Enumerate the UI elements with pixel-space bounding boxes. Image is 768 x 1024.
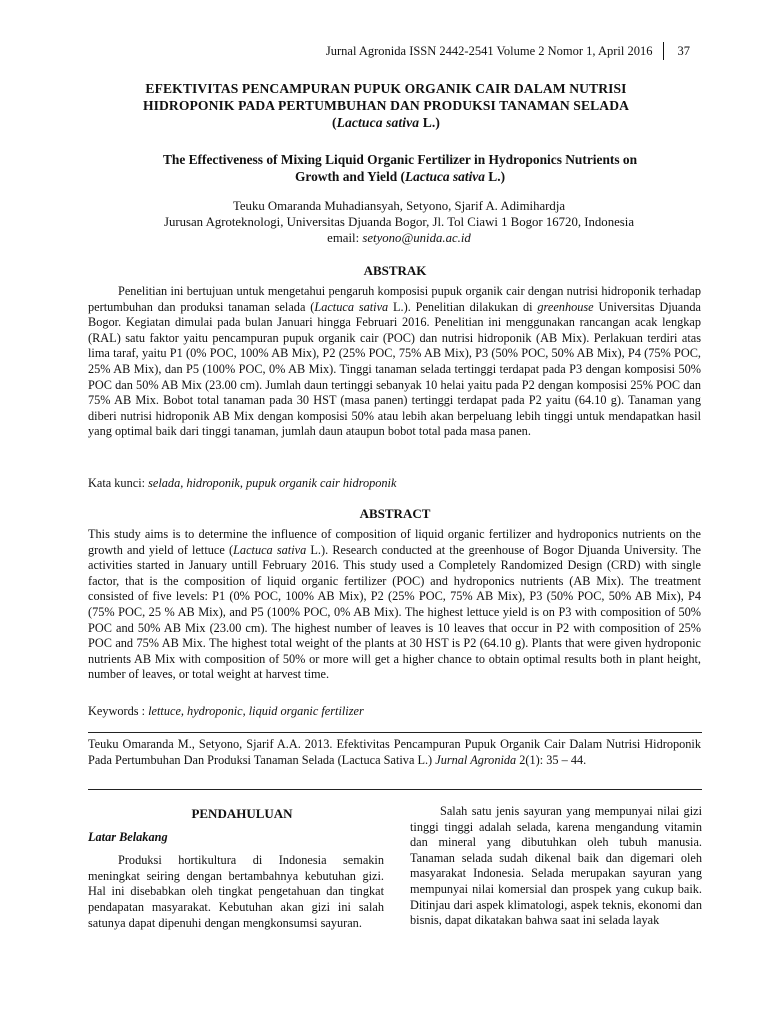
- citation-rule-bottom: [88, 789, 702, 790]
- email-label: email:: [327, 231, 363, 245]
- email-link[interactable]: setyono@unida.ac.id: [362, 231, 471, 245]
- title-id-line1: EFEKTIVITAS PENCAMPURAN PUPUK ORGANIK CAIR DALAM NUTRISI: [145, 81, 627, 96]
- title-en-line2-end: L.): [484, 169, 506, 184]
- page-number: 37: [677, 44, 690, 58]
- left-column: [88, 806, 384, 931]
- journal-info: Jurnal Agronida ISSN 2442-2541 Volume 2 Nomor 1, April 2016: [325, 44, 653, 58]
- title-indonesian: [80, 80, 692, 131]
- kata-kunci: [88, 476, 701, 491]
- author-email-line: [110, 230, 688, 246]
- title-en-line2-start: Growth and Yield (: [294, 169, 405, 184]
- title-en-line1: The Effectiveness of Mixing Liquid Organic Fertilizer in Hydroponics Nutrients on: [162, 152, 638, 167]
- kata-kunci-label: Kata kunci:: [88, 476, 149, 490]
- author-block: [110, 198, 688, 246]
- title-english: [110, 151, 690, 185]
- running-header: [270, 42, 690, 60]
- kata-kunci-values: selada, hidroponik, pupuk organik cair hidroponik: [148, 476, 397, 490]
- abstrak-body: Penelitian ini bertujuan untuk mengetahui pengaruh komposisi pupuk organik cair dengan nutrisi hidroponik terhadap pertumbuhan dan produksi tanaman selada (Lactuca sativa L.). Penelitian dilakukan di greenhouse Universitas Djuanda Bogor. Kegiatan dimulai pada bulan Januari hingga Februari 2016. Penelitian ini menggunakan rancangan acak lengkap (RAL) satu faktor yaitu pencampuran pupuk organik cair (POC) dan nutrisi hidroponik (AB Mix). Perlakuan terdiri atas lima taraf, yaitu P1 (0% POC, 100% AB Mix), P2 (25% POC, 75% AB Mix), P3 (50% POC, 50% AB Mix), P4 (75% POC, 25% AB Mix), dan P5 (100% POC, 0% AB Mix). Tinggi tanaman selada tertinggi terdapat pada P3 dengan komposisi 50% POC dan 50% AB Mix (23.00 cm). Jumlah daun tertinggi sebanyak 10 helai yaitu pada P2 dengan komposisi 25% POC dan 75% AB Mix. Bobot total tanaman pada 30 HST (masa panen) tertinggi terdapat pada P2 yaitu (64.10 g). Tanaman yang diberi nutrisi hidroponik AB Mix dengan komposisi 50% atau lebih akan berpeluang lebih tinggi untuk mendapatkan hasil yang optimal baik dari tinggi tanaman, jumlah daun ataupun bobot total pada masa panen.: [88, 284, 701, 439]
- right-column-paragraph: Salah satu jenis sayuran yang mempunyai nilai gizi tinggi tinggi adalah selada, karena mengandung vitamin dan mineral yang dibutuhkan oleh tubuh manusia. Tanaman selada sudah dikenal baik dan digemari oleh masyarakat Indonesia. Selada merupakan sayuran yang mempunyai nilai komersial dan prospek yang cukup baik. Ditinjau dari aspek klimatologi, aspek teknis, ekonomi dan bisnis, dapat dikatakan bahwa saat ini selada layak: [410, 804, 702, 928]
- author-affiliation: Jurusan Agroteknologi, Universitas Djuanda Bogor, Jl. Tol Ciawi 1 Bogor 16720, Indonesia: [163, 215, 635, 229]
- abstrak-heading: ABSTRAK: [363, 263, 427, 278]
- citation-rule-top: [88, 732, 702, 733]
- citation-journal: Jurnal Agronida: [435, 752, 517, 767]
- citation-block: Teuku Omaranda M., Setyono, Sjarif A.A. 2013. Efektivitas Pencampuran Pupuk Organik Cair Dalam Nutrisi Hidroponik Pada Pertumbuhan Dan Produksi Tanaman Selada (Lactuca Sativa L.) Jurnal Agronida 2(1): 35 – 44.: [88, 737, 701, 767]
- abstract-heading: ABSTRACT: [359, 506, 431, 521]
- author-names: Teuku Omaranda Muhadiansyah, Setyono, Sjarif A. Adimihardja: [232, 199, 566, 213]
- title-id-end: L.): [419, 115, 440, 130]
- title-id-line3: [80, 114, 692, 131]
- latar-belakang-subheading: Latar Belakang: [88, 829, 168, 844]
- keywords-label: Keywords :: [88, 704, 149, 718]
- title-en-species: Lactuca sativa: [404, 169, 485, 184]
- header-separator: [663, 42, 664, 60]
- title-id-line2: HIDROPONIK PADA PERTUMBUHAN DAN PRODUKSI TANAMAN SELADA: [142, 98, 630, 113]
- title-id-species: Lactuca sativa: [336, 115, 420, 130]
- title-id-paren: (: [331, 115, 337, 130]
- keywords: [88, 704, 701, 719]
- keywords-values: lettuce, hydroponic, liquid organic fertilizer: [148, 704, 364, 718]
- intro-paragraph-left: Produksi hortikultura di Indonesia semakin meningkat seiring dengan bertambahnya kebutuhan gizi. Hal ini disebabkan oleh tingkat pengetahuan dan tingkat pendapatan masyarakat. Kebutuhan akan gizi ini salah satunya dapat dipenuhi dengan mengkonsumsi sayuran.: [88, 853, 384, 930]
- pendahuluan-heading: PENDAHULUAN: [191, 806, 293, 821]
- abstract-body: This study aims is to determine the influence of composition of liquid organic fertilizer and hydroponics nutrients on the growth and yield of lettuce (Lactuca sativa L.). Research conducted at the greenhouse of Bogor Djuanda University. The activities started in January untill February 2016. This study used a Completely Randomized Design (CRD) with single factor, that is the composition of liquid organic fertilizer (POC) and hydroponics nutrients (AB Mix). The treatment consisted of five levels: P1 (0% POC, 100% AB Mix), P2 (25% POC, 75% AB Mix), P3 (50% POC, 50% AB Mix), P4 (75% POC, 25 % AB Mix), and P5 (100% POC, 0% AB Mix). The highest lettuce yield is on P3 with composition of 50% POC and 50% AB Mix (23.00 cm). The highest number of leaves is 10 leaves that occur in P2 with composition of 25% POC and 75% AB Mix. The highest total weight of the plants at 30 HST is P2 (64.10 g). Plants that were given hydroponic nutrients AB Mix with composition of 50% or more will get a higher chance to obtain optimal results both in plant height, number of leaves, or total weight at harvest time.: [88, 527, 701, 682]
